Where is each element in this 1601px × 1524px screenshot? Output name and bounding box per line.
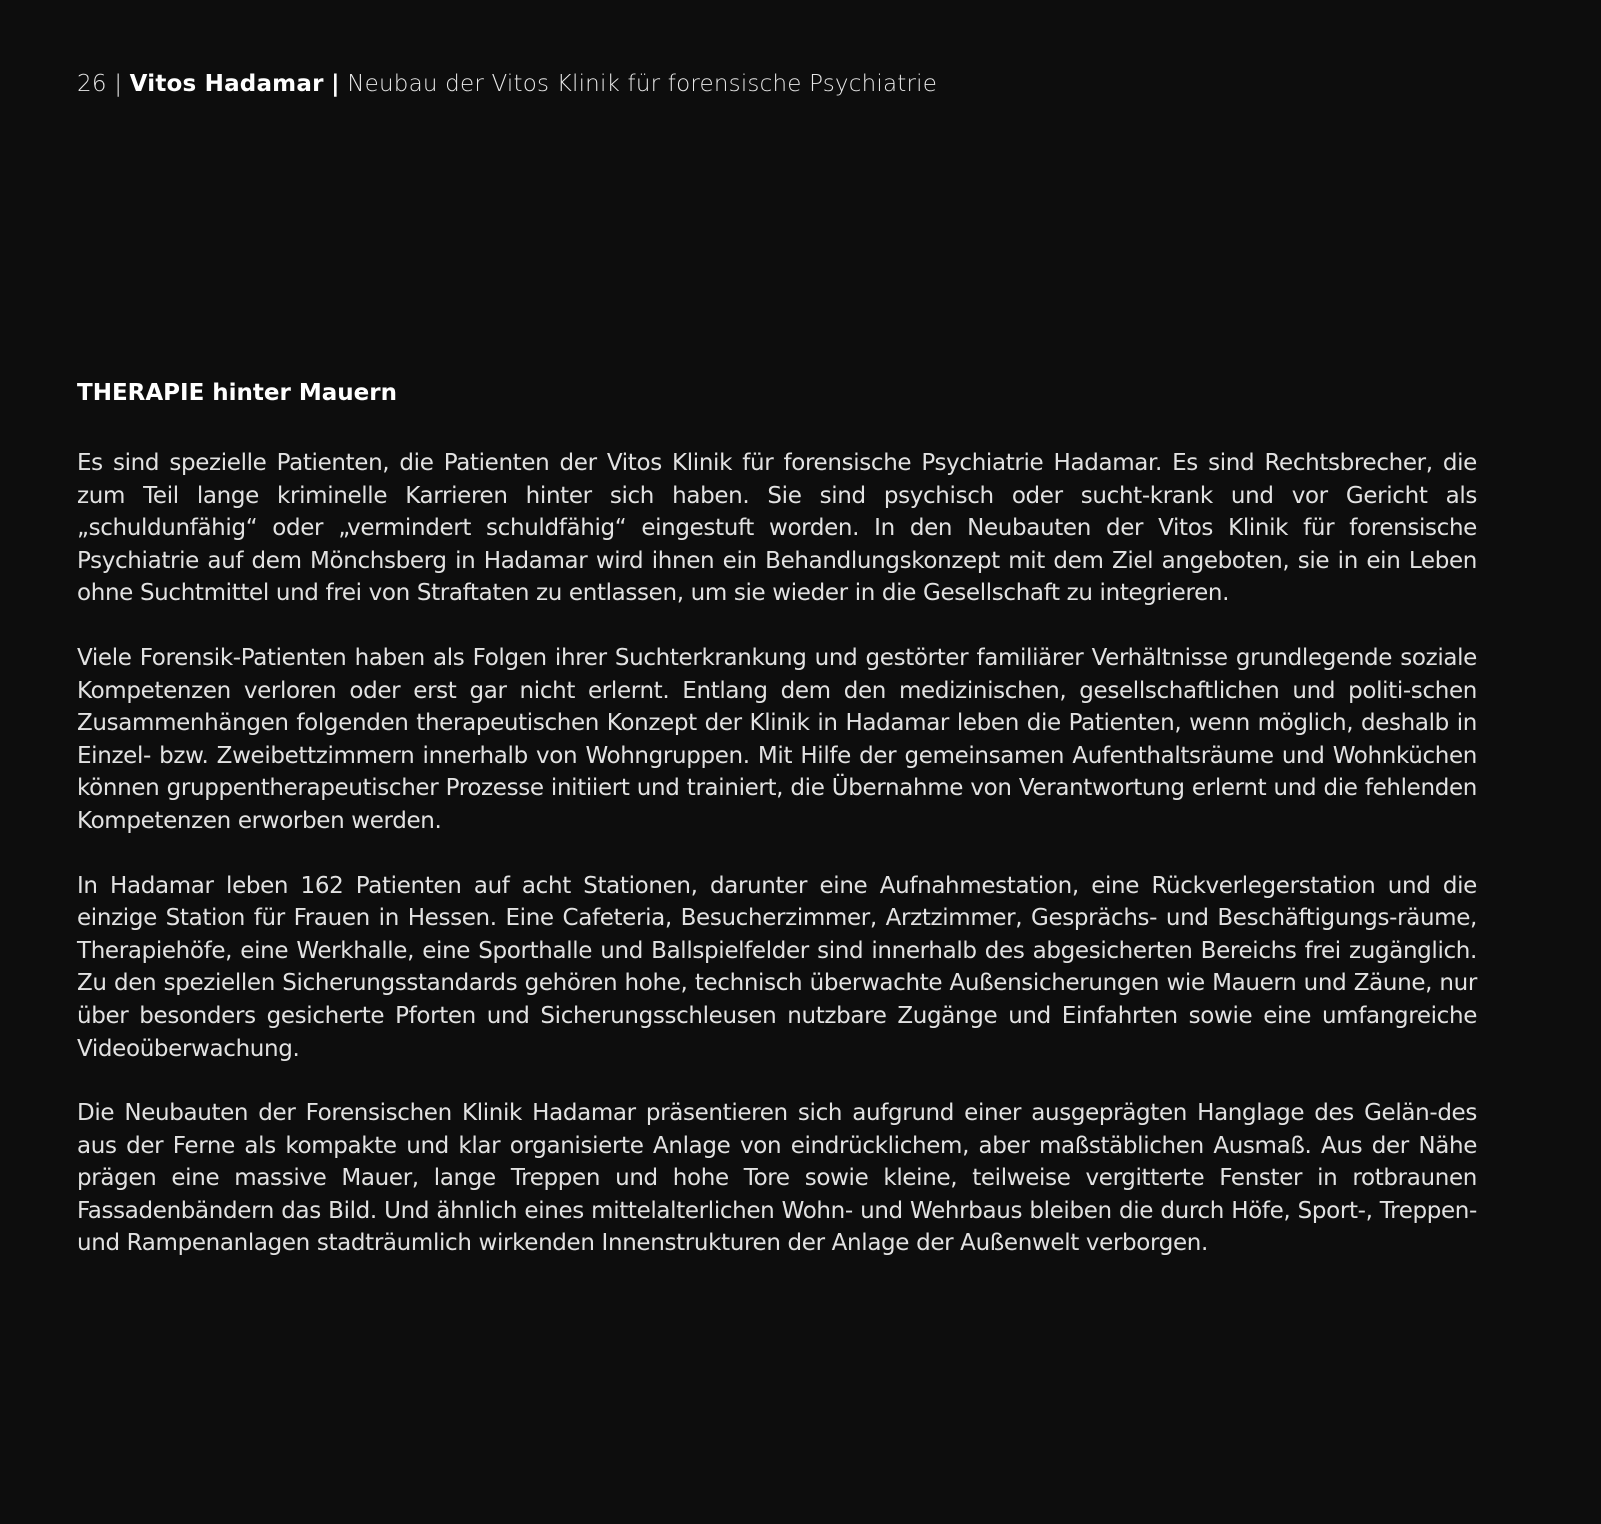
header-separator-bold: | (331, 71, 340, 97)
article-paragraph: Viele Forensik-Patienten haben als Folgen ihrer Suchterkrankung und gestörter familiärer Verhältnisse grundlegende soziale Kompetenzen verloren oder erst gar nicht erlernt. Entlang dem den medizinischen, gesellschaftlichen und politi-schen Zusammenhängen folgenden therapeutischen Konzept der Klinik in Hadamar leben die Patienten, wenn möglich, deshalb in Einzel- bzw. Zweibettzimmern innerhalb von Wohngruppen. Mit Hilfe der gemeinsamen Aufenthaltsräume und Wohnküchen können gruppentherapeutischer Prozesse initiiert und trainiert, die Übernahme von Verantwortung erlernt und die fehlenden Kompetenzen erworben werden. (77, 644, 1477, 834)
page-number: 26 (77, 71, 107, 97)
article (77, 375, 1477, 1292)
header-location: Vitos Hadamar (129, 71, 324, 97)
article-paragraph: Es sind spezielle Patienten, die Patienten der Vitos Klinik für forensische Psychiatrie Hadamar. Es sind Rechtsbrecher, die zum Teil lange kriminelle Karrieren hinter sich haben. Sie sind psychisch oder sucht-krank und vor Gericht als „schuldunfähig“ oder „vermindert schuldfähig“ eingestuft worden. In den Neubauten der Vitos Klinik für forensische Psychiatrie auf dem Mönchsberg in Hadamar wird ihnen ein Behandlungskonzept mit dem Ziel angeboten, sie in ein Leben ohne Suchtmittel und frei von Straftaten zu entlassen, um sie wieder in die Gesellschaft zu integrieren. (77, 450, 1477, 607)
page-header (77, 71, 937, 97)
header-subtitle: Neubau der Vitos Klinik für forensische Psychiatrie (347, 71, 938, 97)
article-paragraph: Die Neubauten der Forensischen Klinik Hadamar präsentieren sich aufgrund einer ausgeprägten Hanglage des Gelän-des aus der Ferne als kompakte und klar organisierte Anlage von eindrücklichem, aber maßstäblichen Ausmaß. Aus der Nähe prägen eine massive Mauer, lange Treppen und hohe Tore sowie kleine, teilweise vergitterte Fenster in rotbraunen Fassadenbändern das Bild. Und ähnlich eines mittelalterlichen Wohn- und Wehrbaus bleiben die durch Höfe, Sport-, Treppen- und Rampenanlagen stadträumlich wirkenden Innenstrukturen der Anlage der Außenwelt verborgen. (77, 1100, 1477, 1257)
article-title: THERAPIE hinter Mauern (77, 380, 397, 406)
article-paragraph: In Hadamar leben 162 Patienten auf acht Stationen, darunter eine Aufnahmestation, eine Rückverlegerstation und die einzige Station für Frauen in Hessen. Eine Cafeteria, Besucherzimmer, Arztzimmer, Gesprächs- und Beschäftigungs-räume, Therapiehöfe, eine Werkhalle, eine Sporthalle und Ballspielfelder sind innerhalb des abgesicherten Bereichs frei zugänglich. Zu den speziellen Sicherungsstandards gehören hohe, technisch überwachte Außensicherungen wie Mauern und Zäune, nur über besonders gesicherte Pforten und Sicherungsschleusen nutzbare Zugänge und Einfahrten sowie eine umfangreiche Videoüberwachung. (77, 872, 1477, 1062)
header-separator: | (114, 71, 123, 97)
